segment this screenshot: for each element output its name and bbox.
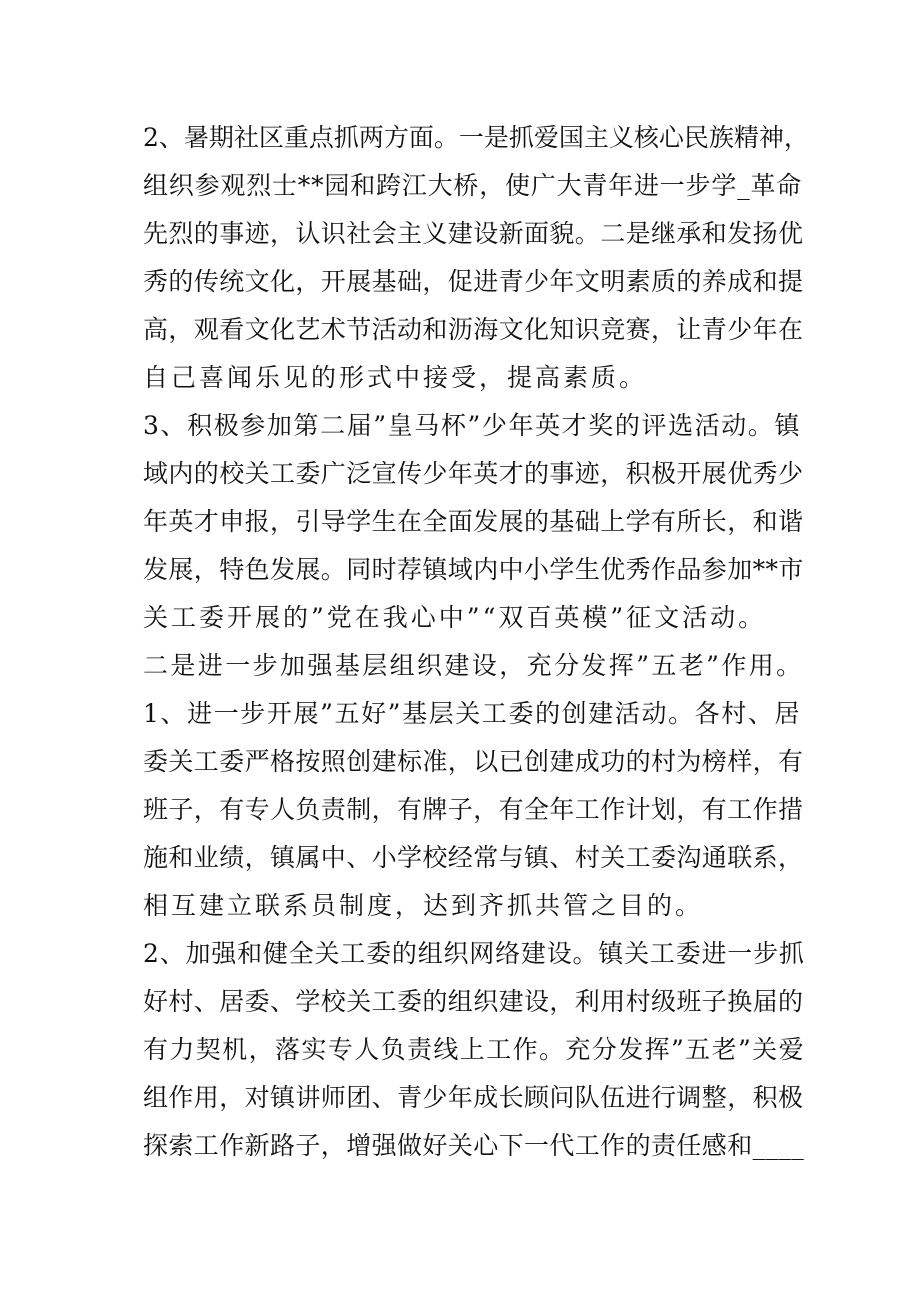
text-line: 探索工作新路子，增强做好关心下一代工作的责任感和____ <box>143 1131 805 1160</box>
text-line: 委关工委严格按照创建标准，以已创建成功的村为榜样，有 <box>143 747 804 776</box>
text-line: 组作用，对镇讲师团、青少年成长顾问队伍进行调整，积极 <box>143 1083 804 1112</box>
text-line: 秀的传统文化，开展基础，促进青少年文明素质的养成和提 <box>143 267 804 296</box>
text-line: 2、加强和健全关工委的组织网络建设。镇关工委进一步抓 <box>143 939 805 968</box>
text-line: 施和业绩，镇属中、小学校经常与镇、村关工委沟通联系， <box>143 843 804 872</box>
text-line: 1、进一步开展”五好”基层关工委的创建活动。各村、居 <box>143 699 802 728</box>
text-line: 有力契机，落实专人负责线上工作。充分发挥”五老”关爱 <box>143 1035 805 1064</box>
text-line: 域内的校关工委广泛宣传少年英才的事迹，积极开展优秀少 <box>143 459 804 488</box>
text-line: 2、暑期社区重点抓两方面。一是抓爱国主义核心民族精神， <box>143 123 809 152</box>
text-line: 3、积极参加第二届”皇马杯”少年英才奖的评选活动。镇 <box>143 411 802 440</box>
text-line: 相互建立联系员制度，达到齐抓共管之目的。 <box>143 891 704 920</box>
text-line: 高，观看文化艺术节活动和沥海文化知识竞赛，让青少年在 <box>143 315 804 344</box>
text-line: 班子，有专人负责制，有牌子，有全年工作计划，有工作措 <box>143 795 804 824</box>
text-line: 先烈的事迹，认识社会主义建设新面貌。二是继承和发扬优 <box>143 219 804 248</box>
document-body <box>143 114 809 1170</box>
text-line: 好村、居委、学校关工委的组织建设，利用村级班子换届的 <box>143 987 804 1016</box>
section-heading: 二是进一步加强基层组织建设，充分发挥”五老”作用。 <box>143 651 804 680</box>
text-line: 年英才申报，引导学生在全面发展的基础上学有所长，和谐 <box>143 507 804 536</box>
text-line: 自己喜闻乐见的形式中接受，提高素质。 <box>143 363 648 392</box>
text-line: 发展，特色发展。同时荐镇域内中小学生优秀作品参加**市 <box>143 555 804 584</box>
text-line: 组织参观烈士**园和跨江大桥，使广大青年进一步学_革命 <box>143 171 803 200</box>
text-line: 关工委开展的”党在我心中”“双百英模”征文活动。 <box>143 603 767 632</box>
